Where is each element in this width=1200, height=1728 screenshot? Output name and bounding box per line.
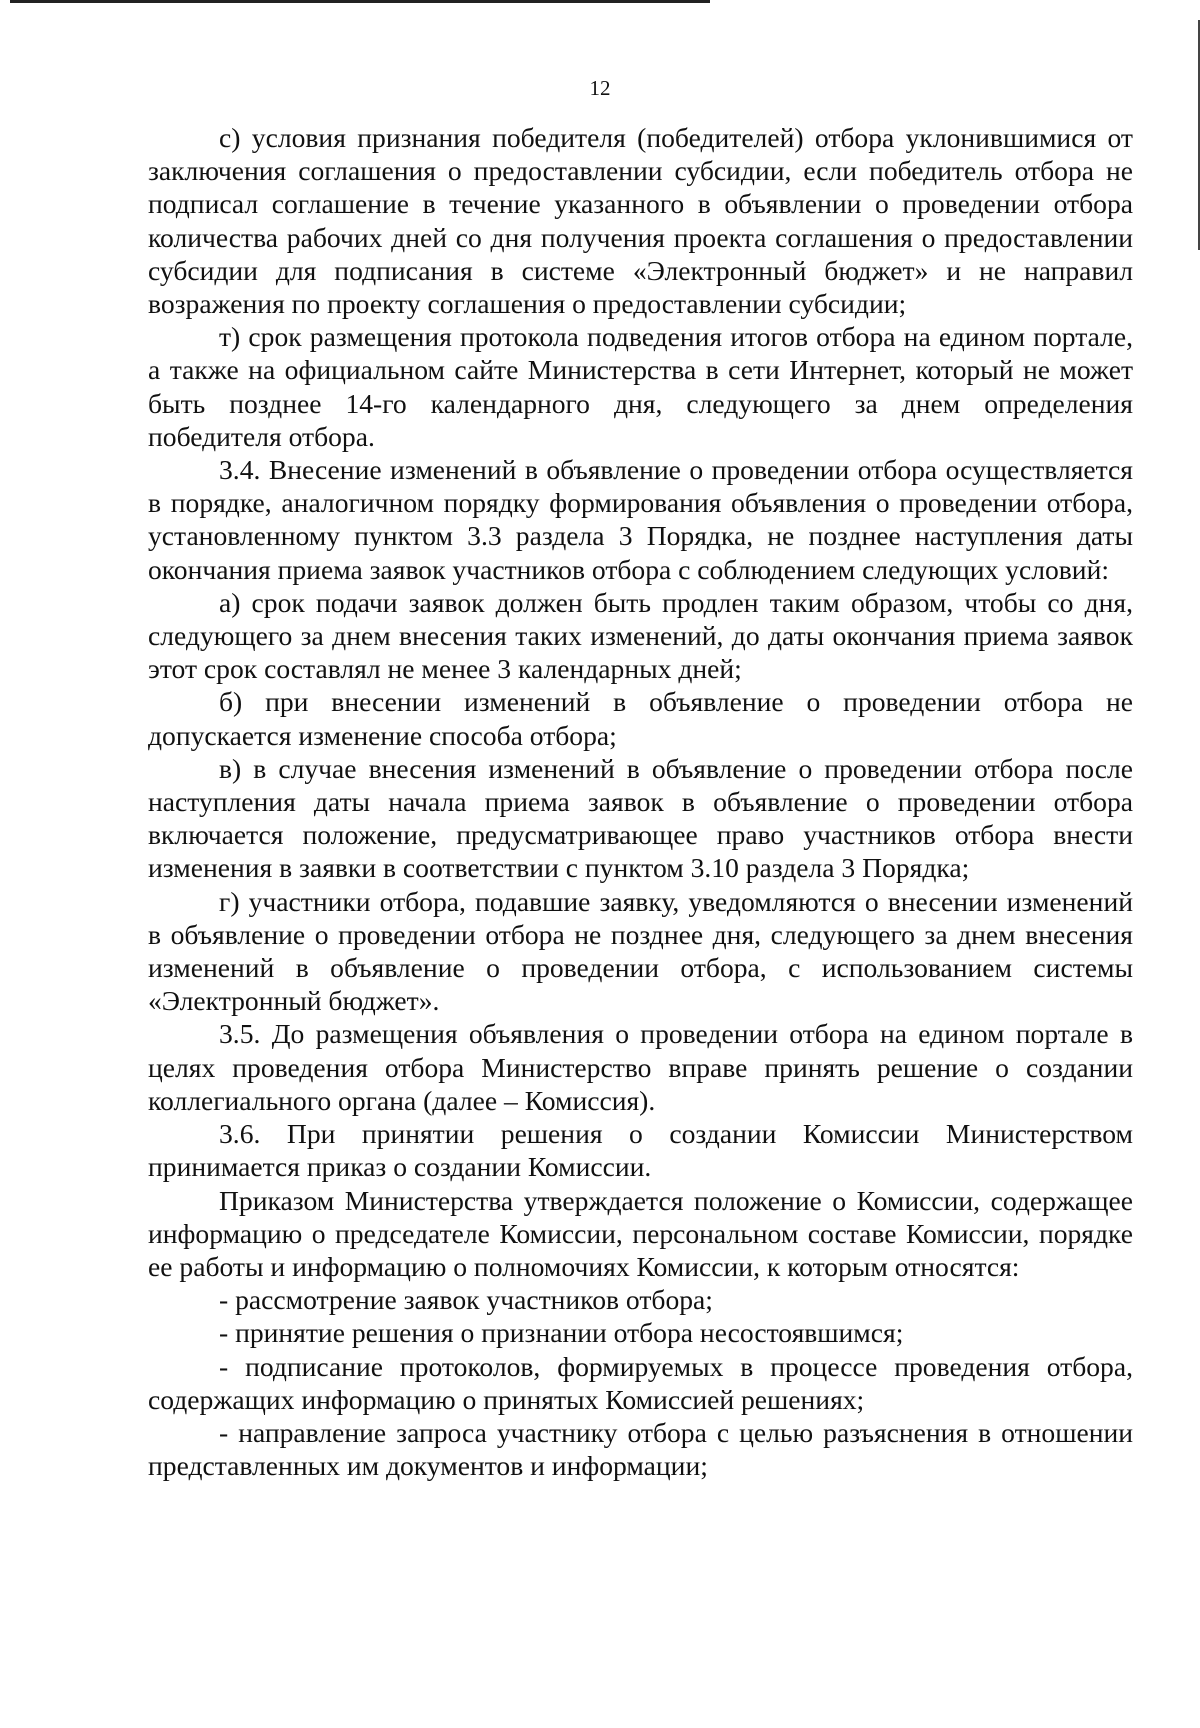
paragraph-s: с) условия признания победителя (победителей) отбора уклонившимися от заключения соглашения о предоставлении субсидии, если победитель отбора не подписал соглашение в течение указанного в объявлении о проведении отбора количества рабочих дней со дня получения проекта соглашения о предоставлении субсидии для подписания в системе «Электронный бюджет» и не направил возражения по проекту соглашения о предоставлении субсидии; xyxy=(148,122,1133,320)
paragraph-3-6: 3.6. При принятии решения о создании Комиссии Министерством принимается приказ о создании Комиссии. xyxy=(148,1118,1133,1183)
paragraph-b: б) при внесении изменений в объявление о проведении отбора не допускается изменение способа отбора; xyxy=(148,686,1133,751)
paragraph-3-5: 3.5. До размещения объявления о проведении отбора на едином портале в целях проведения отбора Министерство вправе принять решение о создании коллегиального органа (далее – Комиссия). xyxy=(148,1018,1133,1116)
scan-artifact-top xyxy=(10,0,710,3)
list-item-decision: - принятие решения о признании отбора несостоявшимся; xyxy=(219,1317,904,1349)
list-item-review: - рассмотрение заявок участников отбора; xyxy=(219,1284,713,1316)
page-number: 12 xyxy=(589,76,611,100)
paragraph-3-4: 3.4. Внесение изменений в объявление о проведении отбора осуществляется в порядке, аналогичном порядку формирования объявления о проведении отбора, установленному пунктом 3.3 раздела 3 Порядка, не позднее наступления даты окончания приема заявок участников отбора с соблюдением следующих условий: xyxy=(148,454,1133,585)
paragraph-commission-order: Приказом Министерства утверждается положение о Комиссии, содержащее информацию о председателе Комиссии, персональном составе Комиссии, порядке ее работы и информацию о полномочиях Комиссии, к которым относятся: xyxy=(148,1184,1133,1282)
document-body xyxy=(148,121,1133,1482)
paragraph-t: т) срок размещения протокола подведения итогов отбора на едином портале, а также на официальном сайте Министерства в сети Интернет, который не может быть позднее 14-го календарного дня, следующего за днем определения победителя отбора. xyxy=(148,321,1133,452)
list-item-signing: - подписание протоколов, формируемых в процессе проведения отбора, содержащих информацию о принятых Комиссией решениях; xyxy=(148,1350,1133,1415)
list-item-request: - направление запроса участнику отбора с целью разъяснения в отношении представленных им документов и информации; xyxy=(148,1416,1133,1482)
paragraph-a: а) срок подачи заявок должен быть продлен таким образом, чтобы со дня, следующего за днем внесения таких изменений, до даты окончания приема заявок этот срок составлял не менее 3 календарных дней; xyxy=(148,586,1133,685)
paragraph-g: г) участники отбора, подавшие заявку, уведомляются о внесении изменений в объявление о проведении отбора не позднее дня, следующего за днем внесения изменений в объявление о проведении отбора, с использованием системы «Электронный бюджет». xyxy=(148,885,1133,1017)
paragraph-v: в) в случае внесения изменений в объявление о проведении отбора после наступления даты начала приема заявок в объявление о проведении отбора включается положение, предусматривающее право участников отбора внести изменения в заявки в соответствии с пунктом 3.10 раздела 3 Порядка; xyxy=(148,752,1133,884)
